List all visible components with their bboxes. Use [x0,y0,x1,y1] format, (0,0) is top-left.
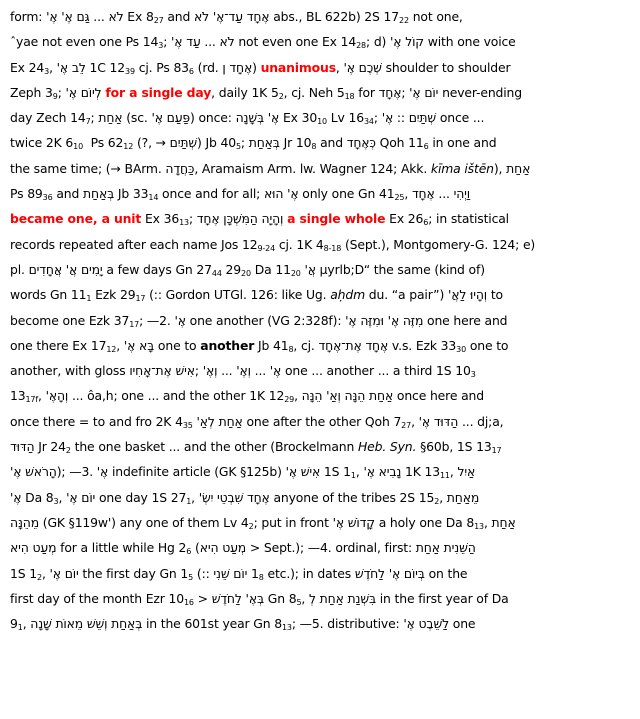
entry-text: 1C 12 [85,59,126,75]
entry-text: ; [90,110,99,126]
highlighted-gloss: became one, a unit [10,211,142,227]
entry-line [10,333,632,358]
hebrew-text: וְהָאֶ' [45,388,69,404]
verse-number: 30 [456,344,467,354]
verse-number: 17 [129,319,140,329]
entry-text: 1S 1 [320,464,351,480]
entry-text: one to [154,337,201,353]
entry-text: Jr 24 [34,439,66,455]
entry-text: , [38,388,46,404]
verse-number: 17 [491,446,502,456]
entry-text: one here and [423,312,508,328]
entry-line [10,232,632,257]
hebrew-text: מִזֶּה אֶ' וּמִזֶּה אֶ' [345,312,424,328]
entry-text: the same time; (→ BArm. [10,160,166,176]
entry-text: shoulder to shoulder [381,59,511,75]
entry-text: pl. [10,261,29,277]
entry-text: only one Gn 41 [298,186,395,202]
verse-number: 28 [356,41,366,51]
verse-number: 36 [42,193,53,203]
verse-number: 12 [123,142,134,152]
hebrew-text: אַחַת [506,160,531,176]
entry-text: one day 1S 27 [95,489,187,505]
entry-line [10,105,632,130]
entry-text: for a little while Hg 2 [56,540,187,556]
entry-text: not one, [408,9,467,24]
entry-line [10,535,632,560]
entry-text: ), [493,160,507,176]
hebrew-text: מְעַט הִיא [10,540,57,556]
entry-text: , [41,565,50,581]
entry-text: one ... another ... a third 1S 10 [281,363,471,379]
hebrew-text: אֶחָד אֶת־אֶחָד [318,337,389,353]
hebrew-text: הַשֵּׁנִית [443,540,476,556]
hebrew-text: הָרֹאשׁ אֶ' [10,464,57,480]
entry-text: Heb. Syn. [357,439,417,455]
entry-text: , [58,489,67,505]
entry-text: one [448,616,476,632]
hebrew-text: אִישׁ אֶ' [285,464,321,480]
verse-number: 16 [183,597,194,607]
entry-text: , [449,464,458,480]
verse-number: 1 [350,471,356,481]
entry-text: > [193,590,212,606]
verse-number: 8 [311,142,317,152]
verse-number: 6 [186,547,192,557]
entry-line [10,510,632,535]
entry-text: another, with gloss [10,363,130,379]
hebrew-text: כְּאֶחָד [346,135,376,151]
entry-text: Gn 8 [263,590,297,606]
verse-number: 25 [394,193,405,203]
hebrew-text: יוֹם אֶ' [49,565,79,581]
entry-text: , [439,489,447,505]
entry-text: du. “a pair”) [364,287,448,303]
entry-line [10,586,632,611]
entry-text: ; [188,211,197,227]
hebrew-text: אֲ' [304,261,316,277]
hebrew-text: לַשֵּׁבֶט אֶ' [403,616,449,632]
entry-text: (sc. [122,110,152,126]
verse-number: 2 [36,572,42,582]
entry-line [10,4,632,29]
entry-line [10,459,632,484]
entry-text: once there = to and fro 2K 4 [10,413,183,429]
entry-text: cj. Ps 83 [134,59,189,75]
entry-text: Zeph 3 [10,84,53,100]
entry-text: ... [89,9,109,24]
entry-line [10,409,632,434]
verse-number: 13 [474,521,484,531]
hebrew-text: נָבִיא אֶ' [363,464,402,480]
hebrew-text: בָּא אֶ' [123,337,155,353]
entry-text: one another (VG 2:328f): [185,312,346,328]
verse-number: 35 [182,420,193,430]
hebrew-text: גַּם אֶ' [61,9,90,24]
entry-text: 29 [221,261,242,277]
verse-number: 5 [296,597,302,607]
hebrew-text: לֹא [108,9,124,24]
verse-number: 6 [423,142,429,152]
entry-text: Ex 8 [123,9,154,24]
entry-text: Jb 33 [114,186,149,202]
entry-text: to [487,287,503,303]
entry-text: ) Jb 40 [197,135,236,151]
hebrew-text: מֵהֵנָּה [10,514,39,530]
verse-number: 14 [148,193,159,203]
entry-text: Da 11 [250,261,291,277]
hebrew-text: יָמִים אֲ' [65,261,103,277]
entry-text: 1 [247,565,259,581]
hebrew-text: וַיְהִי [453,186,471,202]
hebrew-text: פַּעַם אֶ' [151,110,191,126]
entry-line [10,29,632,54]
entry-text: not even one Ex 14 [234,34,357,50]
entry-text: records repeated after each name Jos 12 [10,236,258,252]
entry-text: the one basket ... and the other (Brockelmann [70,439,358,455]
hebrew-text: לֹא [219,34,235,50]
entry-text: (rd. [193,59,223,75]
hebrew-text: וְהָיָה הַמִּשְׁכָּן אֶחָד [196,211,284,227]
hebrew-text: יוֹם שֵׁנִי [213,565,248,581]
entry-text: words Gn 11 [10,287,87,303]
entry-text: on the [424,565,468,581]
hebrew-text: בְּאֶ' לַחֹדֶשׁ [211,590,264,606]
entry-text: , [355,464,364,480]
entry-text: ... [68,388,88,404]
verse-number: 7 [85,117,91,127]
entry-text: once and for all; [158,186,264,202]
entry-text: ; [401,84,410,100]
entry-text: ( [191,540,200,556]
entry-text: ... [434,186,454,202]
entry-text: ) once: [190,110,236,126]
entry-text: 1S 1 [10,565,37,581]
entry-text: once here and [393,388,484,404]
verse-number: 34 [363,117,374,127]
hebrew-text: אֶ' [96,464,109,480]
verse-number: 9-24 [257,243,276,253]
hebrew-text: בְּאַחַת [83,186,115,202]
entry-text: Qoh 11 [375,135,424,151]
entry-text: Ex 36 [141,211,180,227]
verse-number: 44 [211,268,222,278]
hebrew-text: בְּאַחַת וְשֵׁשׁ מֵאוֹת שָׁנָה [30,616,143,632]
verse-number: 2 [65,446,71,456]
verse-number: 1 [17,623,23,633]
entry-text: a holy one Da 8 [374,514,475,530]
hebrew-text: הַדּוּד אֶ' [418,413,459,429]
entry-text: (?, → [133,135,170,151]
verse-number: 3 [44,66,50,76]
hebrew-text: אַחַת [415,540,440,556]
hebrew-text: אַחַת הֵנָּה וְאַ' הֵנָּה [301,388,394,404]
hebrew-text: אֶ' [174,312,186,328]
entry-text: µyrlb;D“ the same (kind of) [315,261,485,277]
verse-number: 8 [288,344,294,354]
hebrew-text: אֲחָדִים [28,261,62,277]
hebrew-text: בִּשְׁנַת אַחַת לְ [308,590,376,606]
entry-text: Ex 24 [10,59,45,75]
hebrew-text: אֶ' הוּא [263,186,299,202]
entry-line [10,206,632,231]
entry-text: aḥdm [330,287,365,303]
verse-number: 5 [188,572,194,582]
verse-number: 13 [281,623,292,633]
entry-text: , [22,616,31,632]
entry-text: ; [57,84,66,100]
entry-text: ... [200,34,220,50]
entry-line [10,383,632,408]
entry-text: Jr 10 [279,135,312,151]
entry-text: for [354,84,379,100]
entry-text: ; [163,34,172,50]
entry-text: ; [373,110,382,126]
entry-text: and [52,186,84,202]
entry-text: , cj. Neh 5 [283,84,345,100]
entry-line [10,282,632,307]
entry-text: , [301,590,309,606]
entry-text: first day of the month Ezr 10 [10,590,184,606]
verse-number: 1 [186,496,192,506]
entry-text: cj. 1K 4 [275,236,324,252]
verse-number: 10 [73,142,84,152]
verse-number: 3 [470,370,476,380]
hebrew-text: כַּחֲדָה [165,160,195,176]
entry-text: with one voice [423,34,516,50]
entry-text: , [411,413,419,429]
entry-text: ôa,h; one ... and the other 1K 12 [87,388,285,404]
entry-text: :: [393,110,409,126]
hebrew-text: קוֹל אֶ' [390,34,424,50]
entry-text: (Sept.), Montgomery-G. 124; e) [341,236,536,252]
entry-line [10,485,632,510]
entry-line [10,308,632,333]
entry-text: Ps 89 [10,186,43,202]
verse-number: 12 [106,344,117,354]
entry-text: ) [252,59,261,75]
entry-text: ; put in front [253,514,333,530]
verse-number: 13 [179,218,189,228]
entry-text: ... dj;a, [458,413,504,429]
entry-text: and [163,9,195,24]
hebrew-text: שְׁתַּיִם [408,110,437,126]
entry-text: ; [194,363,203,379]
verse-number: 11 [439,471,450,481]
entry-text: anyone of the tribes 2S 15 [269,489,435,505]
hebrew-text: אֶחָד ן [222,59,253,75]
entry-text: never-ending [438,84,522,100]
entry-text: , daily 1K 5 [211,84,279,100]
verse-number: 22 [399,16,409,25]
entry-text: Jb 41 [254,337,289,353]
verse-number: 18 [344,91,355,101]
hebrew-text: בְּיוֹם אֶ' לַחֹדֶשׁ [354,565,425,581]
entry-text: in one and [428,135,497,151]
hebrew-text: יוֹם אֶ' [409,84,439,100]
entry-text: form: [10,9,47,24]
entry-text: abs., BL 622b) 2S 17 [269,9,400,24]
hebrew-text: אֶ' [10,489,22,505]
verse-number: 17f [25,395,39,405]
hebrew-text: מֵאַחַת [446,489,480,505]
entry-text: (:: [193,565,214,581]
entry-line [10,80,632,105]
hebrew-text: הַדּוּד [10,439,35,455]
entry-text: a few days Gn 27 [102,261,212,277]
verse-number: 8-18 [323,243,342,253]
entry-text: (GK §119w') any one of them Lv 4 [38,514,249,530]
entry-text: ; in statistical [428,211,509,227]
entry-text: in the 601st year Gn 8 [142,616,282,632]
hebrew-text: אֶחָד [411,186,435,202]
entry-text: indefinite article (GK §125b) [108,464,286,480]
hebrew-text: עַד אֶ' [171,34,201,50]
entry-line [10,55,632,80]
verse-number: 27 [401,420,412,430]
entry-text: , Aramaism Arm. lw. Wagner 124; Akk. [194,160,431,176]
entry-text: ; —5. distributive: [291,616,404,632]
entry-text: Ezk 29 [91,287,136,303]
hebrew-text: שְׁתַּיִם [169,135,197,151]
entry-text: , [483,514,492,530]
verse-number: 2 [278,91,284,101]
entry-text: etc.); in dates [263,565,355,581]
hebrew-text: אַחַת [98,110,123,126]
verse-number: 39 [125,66,135,76]
entry-text: Ps 62 [83,135,124,151]
entry-line [10,156,632,181]
hebrew-text: אֶ' ... וְאֶ' ... וְאֶ' [202,363,282,379]
entry-text: 1K 13 [401,464,440,480]
verse-number: 6 [188,66,194,76]
hebrew-text: בְּשָׁנָה [235,110,264,126]
entry-text: ); —3. [56,464,97,480]
entry-line [10,358,632,383]
entry-text: one to [466,337,509,353]
entry-text: ˆyae not even one Ps 14 [10,34,159,50]
hebrew-text: לְיוֹם אֶ' [65,84,102,100]
hebrew-text: בְּאַחַת [248,135,280,151]
entry-text: twice 2K 6 [10,135,74,151]
hebrew-text: אֶחָד שִׁבְטֵי יִשְׂ' [198,489,270,505]
entry-text: ; d) [366,34,391,50]
hebrew-text: לֵב אֶ' [56,59,86,75]
verse-number: 29 [284,395,295,405]
hebrew-text: מְעַט הִיא [199,540,247,556]
entry-text: Ex 30 [279,110,318,126]
entry-text: and [316,135,347,151]
verse-number: 3 [53,496,59,506]
entry-text: v.s. Ezk 33 [388,337,457,353]
verse-number: 27 [153,16,164,25]
entry-text: one after the other Qoh 7 [242,413,402,429]
entry-text: ; [240,135,249,151]
entry-line [10,130,632,155]
entry-text: , [335,59,344,75]
entry-line [10,181,632,206]
hebrew-text: אַיִל [457,464,476,480]
entry-text: once ... [436,110,485,126]
hebrew-text: אֶ' [267,110,280,126]
hebrew-text: וְהָיוּ לַאֲ' [447,287,488,303]
verse-number: 17 [135,294,146,304]
entry-text: §60b, 1S 13 [416,439,492,455]
entry-text: the first day Gn 1 [78,565,189,581]
entry-text: another [200,337,255,353]
entry-text: Ex 26 [385,211,424,227]
entry-text: Lv 16 [326,110,364,126]
verse-number: 10 [317,117,327,127]
entry-text: , [191,489,199,505]
entry-text: one there Ex 17 [10,337,107,353]
verse-number: 8 [258,572,264,582]
verse-number: 1 [86,294,92,304]
entry-text: 9 [10,616,18,632]
entry-text: , cj. [293,337,319,353]
hebrew-text: אֶחָד [378,84,402,100]
verse-number: 20 [241,268,251,278]
entry-text: become one Ezk 37 [10,312,130,328]
hebrew-text: אֶ' [46,9,58,24]
highlighted-gloss: for a single day [105,84,212,100]
verse-number: 3 [158,41,164,51]
entry-text: > Sept.); —4. ordinal, first: [246,540,416,556]
hebrew-text: עַד־אֶ' לֹא [194,9,243,24]
hebrew-text: אַחַת [491,514,516,530]
highlighted-gloss: unanimous [260,59,336,75]
entry-text: 13 [10,388,26,404]
entry-line [10,257,632,282]
entry-text: kīma ištēn [430,160,494,176]
verse-number: 6 [423,218,429,228]
entry-line [10,561,632,586]
entry-text: ; —2. [139,312,175,328]
hebrew-text: קָדוֹשׁ אֶ' [332,514,375,530]
highlighted-gloss: a single whole [287,211,386,227]
entry-text: (:: Gordon UTGl. 126: like Ug. [145,287,331,303]
verse-number: 5 [235,142,241,152]
verse-number: 2 [248,521,254,531]
verse-number: 2 [434,496,440,506]
hebrew-text: אַחַת לְאַ' [196,413,243,429]
entry-text: , [294,388,302,404]
entry-text: Da 8 [21,489,54,505]
entry-text: in the first year of Da [375,590,509,606]
entry-text: , [49,59,57,75]
entry-text: day Zech 14 [10,110,86,126]
hebrew-text: שְׁכֶם אֶ' [343,59,382,75]
entry-line [10,611,632,636]
entry-text: , [404,186,412,202]
entry-text: , [116,337,124,353]
hebrew-text: אֶ' [381,110,394,126]
hebrew-text: אִישׁ אֶת־אָחִיו [129,363,195,379]
hebrew-text: יוֹם אֶ' [66,489,96,505]
hebrew-text: אֶחָד [246,9,270,24]
verse-number: 9 [52,91,58,101]
entry-line [10,434,632,459]
verse-number: 20 [290,268,301,278]
